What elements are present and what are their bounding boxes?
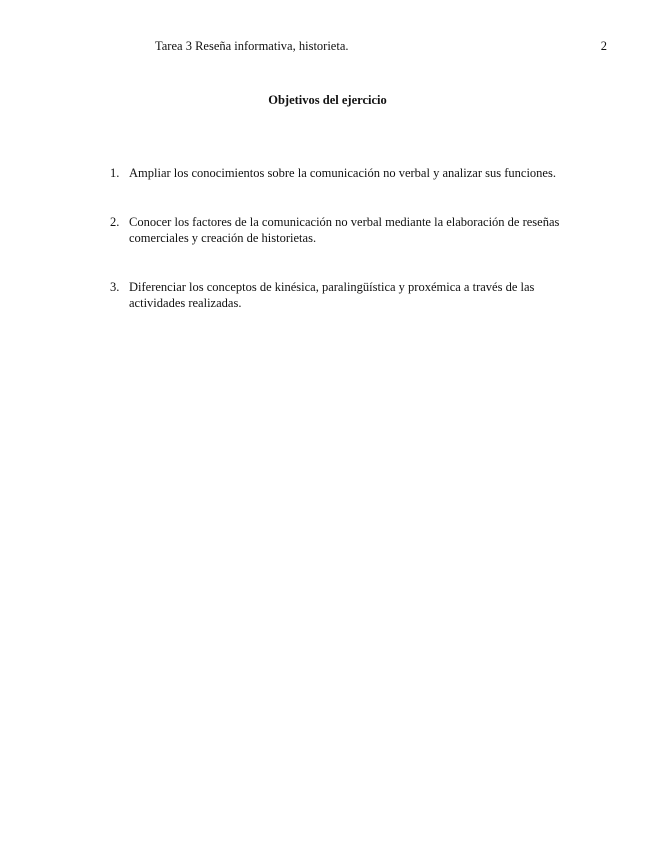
objective-number: 2.: [110, 215, 120, 229]
objective-item: [110, 214, 560, 246]
objective-number: 1.: [110, 166, 120, 180]
objective-text: Diferenciar los conceptos de kinésica, paralingüística y proxémica a través de las actividades realizadas.: [129, 280, 535, 310]
objective-number: 3.: [110, 280, 120, 294]
objective-text: Conocer los factores de la comunicación no verbal mediante la elaboración de reseñas comerciales y creación de historietas.: [129, 215, 560, 245]
section-title: Objetivos del ejercicio: [268, 93, 387, 107]
page-number: 2: [600, 39, 607, 53]
objective-item: [110, 165, 560, 181]
objective-text: Ampliar los conocimientos sobre la comunicación no verbal y analizar sus funciones.: [129, 166, 556, 180]
objective-item: [110, 279, 560, 311]
running-head: Tarea 3 Reseña informativa, historieta.: [155, 39, 349, 53]
objectives-list: [110, 165, 560, 344]
